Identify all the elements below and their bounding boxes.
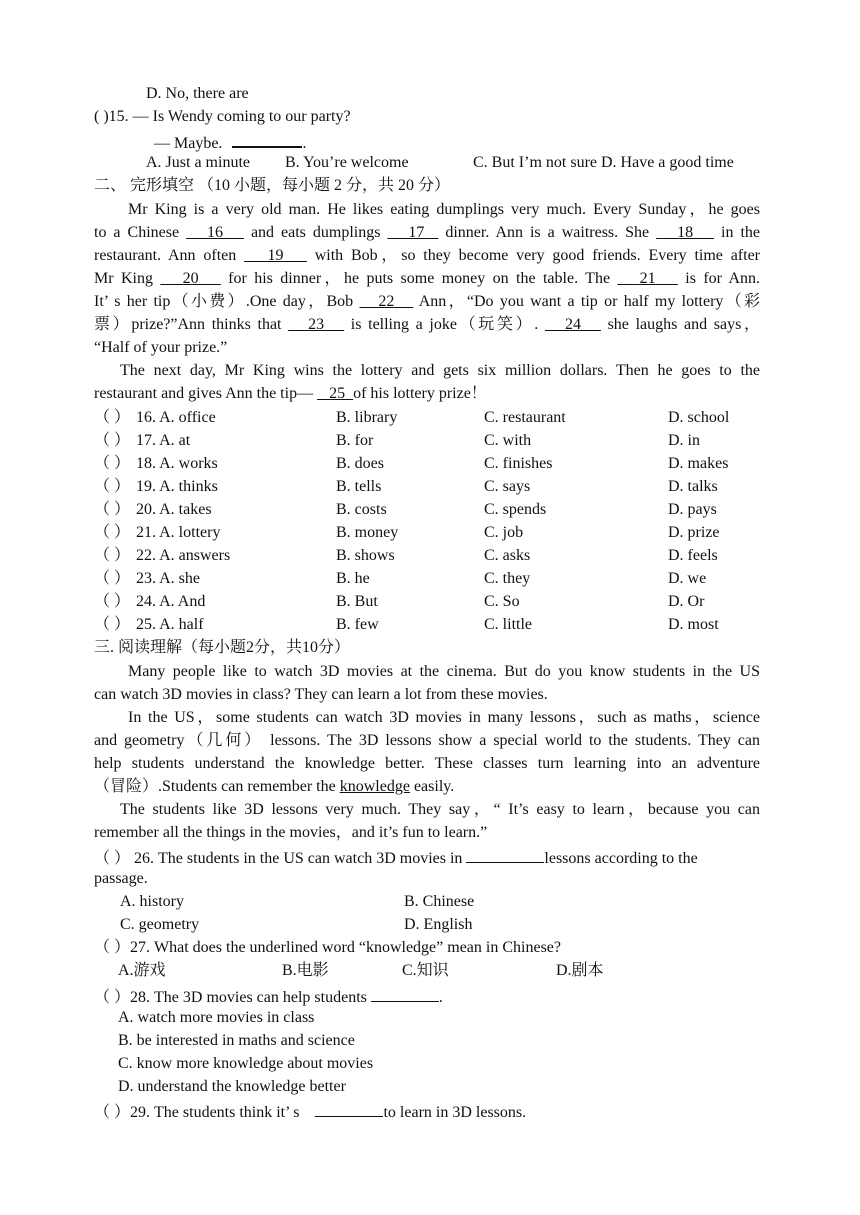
q14-option-d: D. No, there are (146, 85, 249, 102)
text: easily. (409, 778, 455, 795)
option-d[interactable]: D. Or (668, 593, 705, 610)
reply-text: — Maybe. (154, 135, 223, 152)
blank-21[interactable]: 21 (639, 270, 656, 287)
option-c[interactable]: C. they (484, 570, 531, 587)
section3-heading: 三. 阅读理解（每小题2分，共10分） (94, 639, 351, 656)
q27-option-c[interactable]: C.知识 (402, 962, 449, 979)
option-a[interactable]: 16. A. office (136, 409, 216, 426)
option-d[interactable]: D. we (668, 570, 707, 587)
q26-stem-line-2: passage. (94, 870, 148, 887)
answer-paren[interactable]: ( ) (94, 108, 109, 125)
blank-22[interactable]: 22 (378, 293, 395, 310)
q28-option-d[interactable]: D. understand the knowledge better (118, 1078, 346, 1095)
reading-p1-line-2: can watch 3D movies in class? They can learn a lot from these movies. (94, 686, 548, 703)
option-d[interactable]: D. in (668, 432, 700, 449)
option-d[interactable]: D. prize (668, 524, 720, 541)
option-b[interactable]: B. for (336, 432, 374, 449)
option-b[interactable]: B. few (336, 616, 379, 633)
option-d[interactable]: D. pays (668, 501, 717, 518)
q15-reply: — Maybe. . (154, 130, 306, 150)
option-b[interactable]: B. library (336, 409, 398, 426)
question-text: lessons according to the (544, 850, 698, 867)
answer-paren[interactable]: （ ） (94, 478, 131, 495)
cloze-line-5: It’ s her tip（小费）.One day，Bob 22 Ann，“Do you want a tip or half my lottery（彩 (94, 293, 761, 310)
option-c[interactable]: C. finishes (484, 455, 553, 472)
answer-paren[interactable]: （ ） (94, 501, 131, 518)
option-c[interactable]: C. restaurant (484, 409, 566, 426)
blank-17[interactable]: 17 (408, 224, 425, 241)
cloze-line-2: to a Chinese 16 and eats dumplings 17 dinner. Ann is a waitress. She 18 in the (94, 224, 760, 241)
text: （冒险）.Students can remember the (94, 778, 340, 795)
option-d[interactable]: D. school (668, 409, 730, 426)
q28-option-a[interactable]: A. watch more movies in class (118, 1009, 315, 1026)
option-a[interactable]: 21. A. lottery (136, 524, 221, 541)
option-d[interactable]: D. feels (668, 547, 718, 564)
answer-paren[interactable]: （ ） (94, 455, 131, 472)
option-cd[interactable]: C. But I’m not sure D. Have a good time (473, 154, 734, 171)
option-d[interactable]: D. makes (668, 455, 729, 472)
q15-options (146, 153, 760, 173)
option-a[interactable]: 24. A. And (136, 593, 206, 610)
answer-paren[interactable]: （ ） (94, 547, 131, 564)
q28-option-c[interactable]: C. know more knowledge about movies (118, 1055, 374, 1072)
reading-p2-line-4 (94, 777, 454, 797)
answer-blank[interactable] (232, 130, 302, 148)
q28-stem (94, 985, 443, 1005)
question-text: . (438, 989, 443, 1006)
question-text: 26. The students in the US can watch 3D movies in (134, 850, 467, 867)
option-a[interactable]: 22. A. answers (136, 547, 231, 564)
option-a[interactable]: 19. A. thinks (136, 478, 218, 495)
option-d[interactable]: D. most (668, 616, 719, 633)
q26-option-a[interactable]: A. history (120, 893, 184, 910)
option-c[interactable]: C. says (484, 478, 531, 495)
q26-stem (94, 846, 760, 866)
answer-paren[interactable]: （ ） (94, 939, 131, 956)
answer-paren[interactable]: （ ） (94, 432, 131, 449)
q27-option-b[interactable]: B.电影 (282, 962, 329, 979)
option-a[interactable]: 25. A. half (136, 616, 204, 633)
option-b[interactable]: B. shows (336, 547, 395, 564)
blank-16[interactable]: 16 (207, 224, 223, 241)
option-c[interactable]: C. with (484, 432, 532, 449)
option-b[interactable]: B. But (336, 593, 378, 610)
blank-23[interactable]: 23 (308, 316, 325, 333)
q27-option-d[interactable]: D.剧本 (556, 962, 604, 979)
answer-paren[interactable]: （ ） (94, 409, 131, 426)
blank-18[interactable]: 18 (677, 224, 694, 241)
q29-stem (94, 1100, 526, 1120)
underlined-word-knowledge: knowledge (339, 778, 410, 795)
q15-stem (94, 107, 351, 127)
option-c[interactable]: C. asks (484, 547, 531, 564)
answer-paren[interactable]: （ ） (94, 524, 131, 541)
cloze-line-3: restaurant. Ann often 19 with Bob，so they become very good friends. Every time after (94, 247, 761, 264)
option-a[interactable]: 18. A. works (136, 455, 218, 472)
question-text: to learn in 3D lessons. (383, 1104, 527, 1121)
q26-option-c[interactable]: C. geometry (120, 916, 200, 933)
reading-p1-line-1: Many people like to watch 3D movies at the cinema. But do you know students in the US (128, 663, 760, 680)
cloze-line-6: 票）prize?”Ann thinks that 23 is telling a joke（玩笑）. 24 she laughs and says， (94, 316, 760, 333)
section2-heading: 二、 完形填空 （10 小题，每小题 2 分，共 20 分） (94, 177, 451, 194)
cloze-line-9: restaurant and gives Ann the tip— 25 of his lottery prize！ (94, 385, 487, 402)
blank-24[interactable]: 24 (564, 316, 581, 333)
question-text: 28. The 3D movies can help students (130, 989, 371, 1006)
question-text: 15. — Is Wendy coming to our party? (108, 108, 351, 125)
cloze-line-4: Mr King 20 for his dinner，he puts some money on the table. The 21 is for Ann. (94, 270, 761, 287)
question-text: 27. What does the underlined word “knowledge” mean in Chinese? (130, 939, 561, 956)
answer-paren[interactable]: （ ） (94, 616, 131, 633)
cloze-line-1: Mr King is a very old man. He likes eating dumplings very much. Every Sunday，he goes (128, 201, 760, 218)
answer-blank[interactable] (466, 846, 544, 863)
answer-blank[interactable] (315, 1100, 383, 1117)
q26-option-d[interactable]: D. English (404, 916, 473, 933)
option-a[interactable]: 17. A. at (136, 432, 191, 449)
answer-paren[interactable]: （ ） (94, 989, 131, 1006)
question-text: 29. The students think it’ s (130, 1104, 304, 1121)
option-a[interactable]: 23. A. she (136, 570, 200, 587)
blank-25[interactable]: 25 (329, 385, 346, 402)
option-c[interactable]: C. little (484, 616, 532, 633)
reading-p3-line-1: The students like 3D lessons very much. They say，“ It’s easy to learn，because you can (120, 801, 760, 818)
cloze-line-7: “Half of your prize.” (94, 339, 228, 356)
blank-20[interactable]: 20 (182, 270, 199, 287)
option-a[interactable]: A. Just a minute (146, 154, 250, 171)
option-b[interactable]: B. tells (336, 478, 382, 495)
option-b[interactable]: B. does (336, 455, 384, 472)
q27-option-a[interactable]: A.游戏 (118, 962, 166, 979)
answer-paren[interactable]: （ ） (94, 570, 131, 587)
q27-stem (94, 938, 561, 958)
answer-paren[interactable]: （ ） (94, 593, 131, 610)
option-d[interactable]: D. talks (668, 478, 718, 495)
answer-paren[interactable]: （ ） (94, 850, 131, 867)
option-c[interactable]: C. So (484, 593, 520, 610)
answer-blank[interactable] (371, 985, 439, 1002)
reading-p3-line-2: remember all the things in the movies，and it’s fun to learn.” (94, 824, 488, 841)
option-b[interactable]: B. You’re welcome (285, 154, 409, 171)
reading-p2-line-2: and geometry（几何） lessons. The 3D lessons show a special world to the students. They can (94, 732, 760, 749)
reading-p2-line-1: In the US，some students can watch 3D movies in many lessons，such as maths，science (128, 709, 760, 726)
option-a[interactable]: 20. A. takes (136, 501, 212, 518)
answer-paren[interactable]: （ ） (94, 1104, 131, 1121)
option-b[interactable]: B. he (336, 570, 370, 587)
option-b[interactable]: B. costs (336, 501, 387, 518)
q26-option-b[interactable]: B. Chinese (404, 893, 475, 910)
option-c[interactable]: C. spends (484, 501, 547, 518)
q28-option-b[interactable]: B. be interested in maths and science (118, 1032, 355, 1049)
option-c[interactable]: C. job (484, 524, 524, 541)
reading-p2-line-3: help students understand the knowledge better. These classes turn learning into an adventure (94, 755, 760, 772)
option-b[interactable]: B. money (336, 524, 399, 541)
cloze-line-8: The next day, Mr King wins the lottery and gets six million dollars. Then he goes to the (120, 362, 760, 379)
blank-19[interactable]: 19 (267, 247, 284, 264)
